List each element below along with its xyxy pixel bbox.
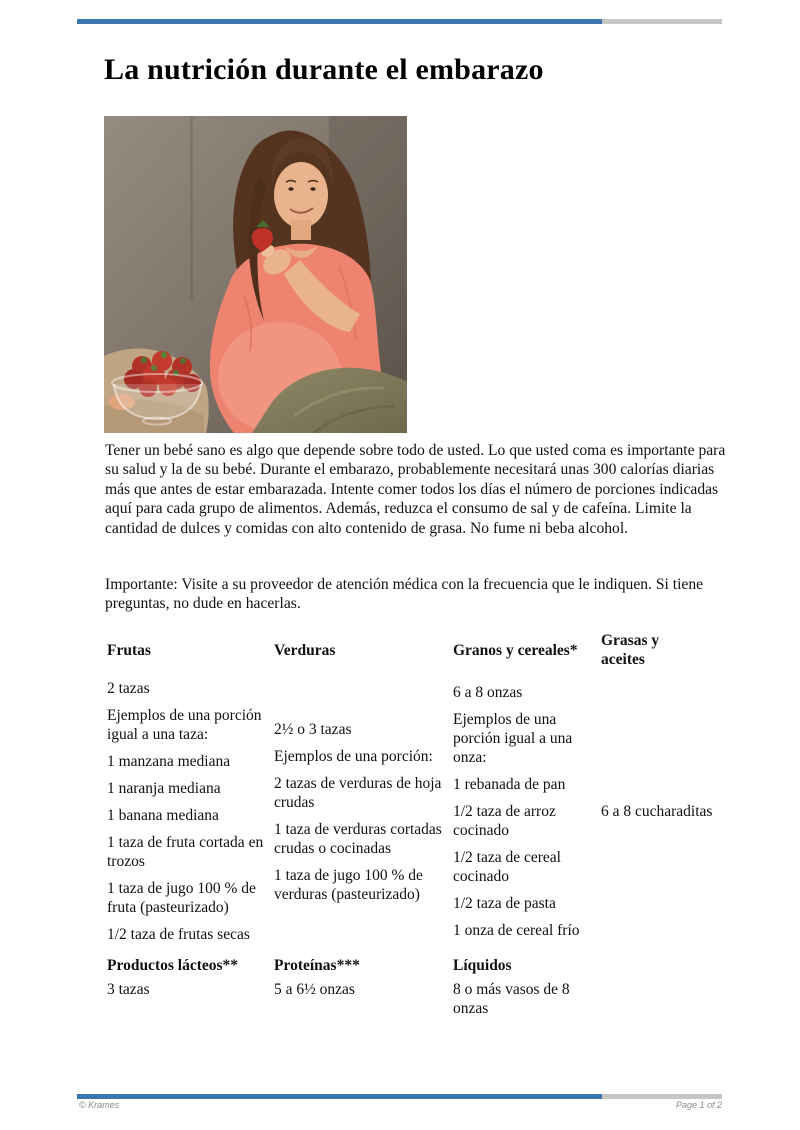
table-item: 6 a 8 onzas: [453, 684, 523, 701]
table-item: 1 taza de jugo 100 % de fruta (pasteurizado): [107, 880, 256, 916]
table-item: 1/2 taza de arroz cocinado: [453, 803, 556, 839]
table-body-row: [107, 672, 723, 954]
value-proteinas: 5 a 6½ onzas: [274, 981, 355, 998]
table-item: 1 naranja mediana: [107, 780, 221, 797]
column-verduras: [274, 672, 453, 954]
column-grasas: [601, 672, 723, 954]
column-header-empty: [601, 954, 723, 978]
table-header-row-2: [107, 954, 723, 978]
pregnancy-photo-illustration: [104, 116, 407, 433]
value-liquidos: 8 o más vasos de 8 onzas: [453, 981, 570, 1017]
footer-accent-bar: [77, 1094, 722, 1099]
table-value-row: [107, 978, 723, 1020]
table-item: 1 taza de fruta cortada en trozos: [107, 834, 264, 870]
table-item: 2 tazas de verduras de hoja crudas: [274, 774, 442, 811]
column-granos: [453, 672, 601, 954]
table-item: 1 onza de cereal frío: [453, 922, 580, 939]
nutrition-table: [107, 628, 723, 1020]
intro-paragraph: Tener un bebé sano es algo que depende sobre todo de usted. Lo que usted coma es importante para su salud y la de su bebé. Durante el embarazo, probablemente necesitará unas 300 calorías diarias más que antes de estar embarazada. Intente comer todos los días el número de porciones indicadas aquí para cada grupo de alimentos. Además, reduzca el consumo de sal y de cafeína. Limite la cantidad de dulces y comidas con alto contenido de grasa. No fume ni beba alcohol.: [105, 442, 726, 537]
table-item: 2 tazas: [107, 680, 150, 697]
column-header-liquidos: Líquidos: [453, 957, 512, 974]
column-header-frutas: Frutas: [107, 641, 151, 659]
footer-accent-bar-blue: [77, 1094, 602, 1099]
table-item: 2½ o 3 tazas: [274, 720, 352, 738]
table-item: 1 banana mediana: [107, 807, 219, 824]
table-item: Ejemplos de una porción igual a una onza:: [453, 711, 573, 766]
table-item: 1 taza de jugo 100 % de verduras (pasteurizado): [274, 866, 423, 903]
column-header-proteinas: Proteínas***: [274, 957, 360, 974]
column-header-lacteos: Productos lácteos**: [107, 957, 239, 974]
table-item: 1/2 taza de cereal cocinado: [453, 849, 561, 885]
table-item: 1 manzana mediana: [107, 753, 231, 770]
value-lacteos: 3 tazas: [107, 981, 150, 998]
table-item: 6 a 8 cucharaditas: [601, 803, 713, 820]
table-item: 1 rebanada de pan: [453, 776, 566, 793]
page-title: La nutrición durante el embarazo: [104, 53, 544, 86]
table-header-row: [107, 628, 723, 672]
top-accent-bar: [77, 19, 722, 24]
column-header-grasas: Grasas y aceites: [601, 632, 660, 668]
pregnancy-photo: [104, 116, 407, 433]
table-item: Ejemplos de una porción igual a una taza:: [107, 707, 262, 743]
top-accent-bar-blue: [77, 19, 602, 24]
value-empty: [601, 978, 723, 1020]
important-paragraph: Importante: Visite a su proveedor de atención médica con la frecuencia que le indiquen. Si tiene preguntas, no dude en hacerlas.: [105, 576, 704, 613]
column-frutas: [107, 672, 274, 954]
footer-copyright: © Krames: [79, 1100, 120, 1110]
table-item: Ejemplos de una porción:: [274, 747, 433, 765]
table-item: 1 taza de verduras cortadas crudas o cocinadas: [274, 820, 442, 857]
column-header-verduras: Verduras: [274, 641, 336, 659]
table-item: 1/2 taza de pasta: [453, 895, 556, 912]
table-item: 1/2 taza de frutas secas: [107, 926, 250, 943]
column-header-granos: Granos y cereales*: [453, 641, 578, 659]
footer-page-number: Page 1 of 2: [675, 1100, 722, 1110]
